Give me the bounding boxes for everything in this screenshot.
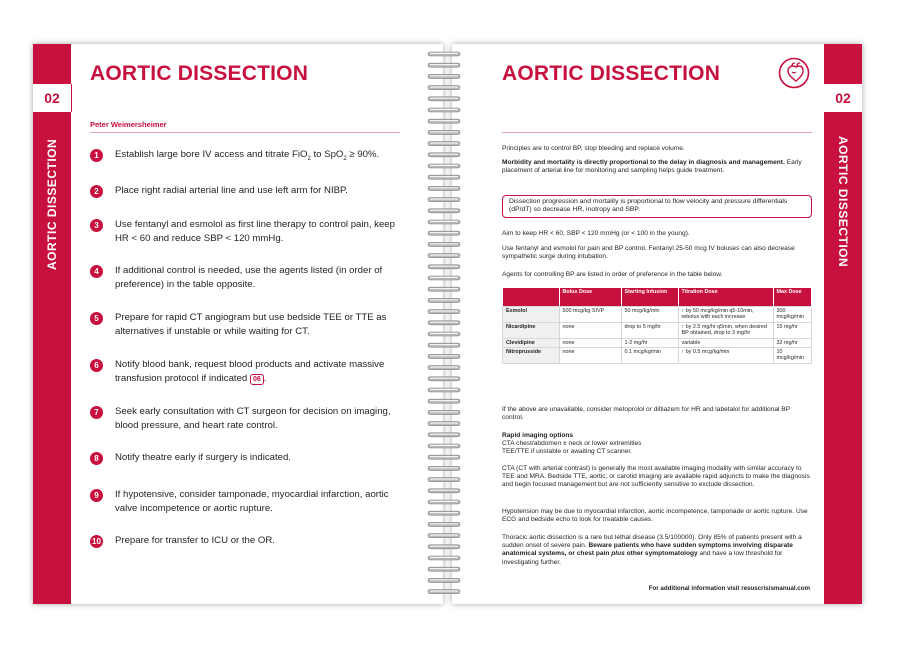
spiral-coil <box>428 287 460 291</box>
spiral-coil <box>428 354 460 358</box>
step-number: 2 <box>90 185 103 198</box>
spiral-coil <box>428 186 460 190</box>
spiral-coil <box>428 567 460 571</box>
step-5 <box>90 311 405 338</box>
spiral-coil <box>428 220 460 224</box>
step-number: 5 <box>90 312 103 325</box>
step-number: 9 <box>90 489 103 502</box>
table-cell: 500 mcg/kg SIVP <box>559 307 621 323</box>
section-tab-label: AORTIC DISSECTION <box>836 136 850 268</box>
table-cell: none <box>559 338 621 347</box>
spiral-coil <box>428 74 460 78</box>
alternatives-text: If the above are unavailable, consider metoprolol or diltiazem for HR and labetalol for additional BP control. <box>502 406 790 422</box>
spiral-binding <box>427 48 461 600</box>
section-number: 02 <box>824 84 862 112</box>
spiral-coil <box>428 366 460 370</box>
table-header: Max Dose <box>773 288 812 307</box>
step-text: If additional control is needed, use the agents listed (in order of preference) in the table opposite. <box>115 265 383 290</box>
spiral-coil <box>428 164 460 168</box>
table-header: Titration Dose <box>678 288 773 307</box>
section-tab <box>824 44 862 604</box>
step-text: Use fentanyl and esmolol as first line therapy to control pain, keep HR < 60 and reduce SBP < 120 mmHg. <box>115 219 395 244</box>
step-text: Seek early consultation with CT surgeon for decision on imaging, blood pressure, and heart rate control. <box>115 406 391 431</box>
step-number: 4 <box>90 265 103 278</box>
spiral-coil <box>428 153 460 157</box>
incidence-text: Thoracic aortic dissection is a rare but lethal disease (3.5/100000). Only 85% of patients present with a sudden onset of severe pain. Beware patients who have sudden symptoms involving disparate anatomical systems, or chest pain plus other symptomatology and have a low threshold for investigating further. <box>502 534 802 566</box>
spiral-coil <box>428 130 460 134</box>
table-row <box>503 322 812 338</box>
divider <box>502 132 812 133</box>
spiral-coil <box>428 276 460 280</box>
step-3 <box>90 218 405 245</box>
step-7 <box>90 405 405 432</box>
spiral-coil <box>428 231 460 235</box>
spiral-coil <box>428 545 460 549</box>
rapid-imaging-heading: Rapid imaging options <box>502 432 574 439</box>
spiral-coil <box>428 209 460 213</box>
spiral-coil <box>428 422 460 426</box>
step-1 <box>90 148 405 166</box>
step-9 <box>90 488 405 515</box>
morbidity-text: Morbidity and mortality is directly proportional to the delay in diagnosis and management. Early placement of arterial line for monitoring and sampling helps guide treatment. <box>502 159 802 175</box>
rapid-imaging-item: TEE/TTE if unstable or awaiting CT scanner. <box>502 448 632 456</box>
spiral-coil <box>428 198 460 202</box>
page-title: AORTIC DISSECTION <box>502 62 721 85</box>
spiral-coil <box>428 410 460 414</box>
spiral-coil <box>428 310 460 314</box>
author: Peter Weimersheimer <box>90 120 167 129</box>
step-2 <box>90 184 405 198</box>
intro-text: Principles are to control BP, stop bleeding and replace volume. <box>502 145 685 152</box>
table-header <box>503 288 560 307</box>
dissection-callout-box: Dissection progression and mortality is proportional to flow velocity and pressure differentials (dP/dT) so decrease HR, inotropy and SBP. <box>502 195 812 218</box>
step-text: Establish large bore IV access and titrate FiO$_2$ to SpO$_2$ ≥ 90%. <box>115 149 380 162</box>
table-cell: 15 mg/hr <box>773 322 812 338</box>
spiral-coil <box>428 254 460 258</box>
step-text: Place right radial arterial line and use left arm for NIBP. <box>115 185 348 196</box>
table-cell: Esmolol <box>503 307 560 323</box>
step-number: 10 <box>90 535 103 548</box>
table-row <box>503 348 812 364</box>
spiral-coil <box>428 489 460 493</box>
table-cell: none <box>559 348 621 364</box>
section-number: 02 <box>33 84 72 112</box>
table-cell: ↑ by 0.5 mcg/kg/min <box>678 348 773 364</box>
step-text: If hypotensive, consider tamponade, myocardial infarction, aortic valve incompetence or aortic rupture. <box>115 489 389 514</box>
rapid-imaging-item: CTA chest/abdomen ± neck or lower extremities <box>502 440 642 448</box>
spiral-coil <box>428 455 460 459</box>
step-text: Notify blood bank, request blood products and activate massive transfusion protocol if indicated 06 . <box>115 359 385 384</box>
spiral-coil <box>428 478 460 482</box>
heart-aorta-icon <box>778 57 810 89</box>
spiral-coil <box>428 332 460 336</box>
spiral-coil <box>428 175 460 179</box>
spiral-coil <box>428 500 460 504</box>
table-header-row <box>503 288 812 307</box>
spiral-coil <box>428 265 460 269</box>
table-header: Starting Infusion <box>621 288 678 307</box>
spiral-coil <box>428 321 460 325</box>
spiral-coil <box>428 97 460 101</box>
spiral-coil <box>428 590 460 594</box>
spiral-coil <box>428 343 460 347</box>
section-tab <box>33 44 71 604</box>
spiral-coil <box>428 466 460 470</box>
step-4 <box>90 264 405 291</box>
table-cell: 10 mcg/kg/min <box>773 348 812 364</box>
table-cell: ↑ by 2.5 mg/hr q5min, when desired BP obtained, drop to 3 mg/hr <box>678 322 773 338</box>
spiral-coil <box>428 298 460 302</box>
spiral-coil <box>428 578 460 582</box>
footer-link[interactable]: For additional information visit resuscrisismanual.com <box>648 585 810 592</box>
hypotension-text: Hypotension may be due to myocardial infarction, aortic incompetence, tamponade or aortic rupture. Use ECG and bedside echo to look for treatable causes. <box>502 508 808 524</box>
step-number: 7 <box>90 406 103 419</box>
spiral-coil <box>428 433 460 437</box>
step-text: Prepare for rapid CT angiogram but use bedside TEE or TTE as alternatives if unstable or while waiting for CT. <box>115 312 387 337</box>
spiral-coil <box>428 119 460 123</box>
spiral-coil <box>428 108 460 112</box>
agents-table <box>502 288 812 364</box>
spiral-coil <box>428 511 460 515</box>
spiral-coil <box>428 399 460 403</box>
table-cell: ↑ by 50 mcg/kg/min q5-10min, rebolus with each increase <box>678 307 773 323</box>
table-cell: none <box>559 322 621 338</box>
spiral-coil <box>428 242 460 246</box>
step-number: 6 <box>90 359 103 372</box>
table-cell: drop to 5 mg/hr <box>621 322 678 338</box>
table-cell: Nicardipine <box>503 322 560 338</box>
page-title: AORTIC DISSECTION <box>90 62 309 85</box>
step-number: 8 <box>90 452 103 465</box>
step-text: Notify theatre early if surgery is indicated. <box>115 452 291 463</box>
table-cell: Nitroprusside <box>503 348 560 364</box>
table-cell: 300 mcg/kg/min <box>773 307 812 323</box>
table-cell: variable <box>678 338 773 347</box>
table-header: Bolus Dose <box>559 288 621 307</box>
section-tab-label: AORTIC DISSECTION <box>45 138 59 270</box>
spiral-coil <box>428 522 460 526</box>
table-cell: Clevidipine <box>503 338 560 347</box>
spiral-coil <box>428 63 460 67</box>
table-row <box>503 338 812 347</box>
spiral-coil <box>428 444 460 448</box>
agents-intro-text: Agents for controlling BP are listed in order of preference in the table below. <box>502 271 723 278</box>
table-row <box>503 307 812 323</box>
hr-sbp-target-text: Aim to keep HR < 60, SBP < 120 mmHg (or < 100 in the young). <box>502 230 690 237</box>
spiral-coil <box>428 534 460 538</box>
fentanyl-esmolol-text: Use fentanyl and esmolol for pain and BP control. Fentanyl 25-50 mcg IV boluses can also decrease sympathetic surge during intubation. <box>502 245 795 261</box>
left-page <box>33 44 443 604</box>
spiral-coil <box>428 52 460 56</box>
rapid-imaging-options <box>502 432 812 457</box>
step-8 <box>90 451 405 465</box>
step-number: 1 <box>90 149 103 162</box>
table-cell: 0.1 mcg/kg/min <box>621 348 678 364</box>
divider <box>90 132 400 133</box>
spiral-coil <box>428 377 460 381</box>
step-number: 3 <box>90 219 103 232</box>
cta-text: CTA (CT with arterial contrast) is generally the most available imaging modality with similar accuracy to TEE and MRA. Bedside TTE, aortic, or carotid imaging are available rapid adjuncts to make the diagnosis and begin focused management but are not sufficiently sensitive to exclude dissection. <box>502 465 810 489</box>
step-6 <box>90 358 405 385</box>
right-page <box>452 44 862 604</box>
spiral-coil <box>428 556 460 560</box>
table-cell: 1-2 mg/hr <box>621 338 678 347</box>
table-cell: 50 mcg/kg/min <box>621 307 678 323</box>
spiral-coil <box>428 388 460 392</box>
step-10 <box>90 534 405 548</box>
table-cell: 32 mg/hr <box>773 338 812 347</box>
chapter-ref-badge[interactable]: 06 <box>250 374 264 385</box>
spiral-coil <box>428 142 460 146</box>
spiral-coil <box>428 86 460 90</box>
step-text: Prepare for transfer to ICU or the OR. <box>115 535 275 546</box>
